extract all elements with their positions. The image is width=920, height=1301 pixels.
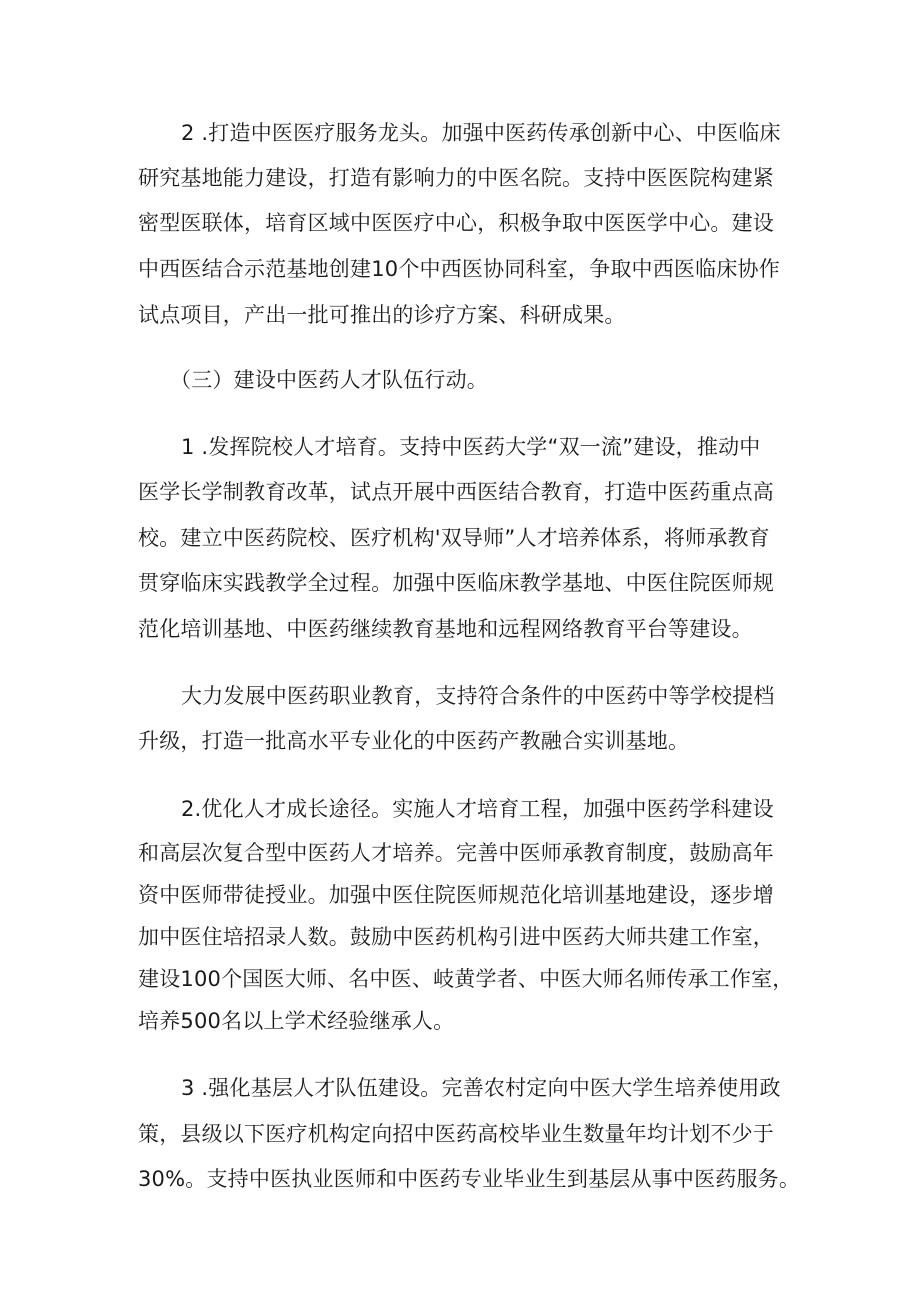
paragraph-line: 中西医结合示范基地创建10个中西医协同科室，争取中西医临床协作 bbox=[138, 257, 780, 281]
paragraph-line: 和高层次复合型中医药人才培养。完善中医师承教育制度，鼓励高年 bbox=[138, 841, 774, 865]
paragraph-line: 2 .打造中医医疗服务龙头。加强中医药传承创新中心、中医临床 bbox=[181, 121, 781, 145]
paragraph-line: 贯穿临床实践教学全过程。加强中医临床教学基地、中医住院医师规 bbox=[138, 571, 774, 595]
paragraph-line: 2.优化人才成长途径。实施人才培育工程，加强中医药学科建设 bbox=[181, 797, 774, 821]
paragraph-line: 校。建立中医药院校、医疗机构'双导师”人才培养体系，将师承教育 bbox=[138, 526, 770, 550]
paragraph-line: 大力发展中医药职业教育，支持符合条件的中医药中等学校提档 bbox=[181, 684, 775, 708]
paragraph-line: 研究基地能力建设，打造有影响力的中医名院。支持中医医院构建紧 bbox=[138, 166, 774, 190]
paragraph-line: 医学长学制教育改革，试点开展中西医结合教育，打造中医药重点高 bbox=[138, 480, 774, 504]
paragraph-line: 建设100个国医大师、名中医、岐黄学者、中医大师名师传承工作室， bbox=[138, 967, 794, 991]
paragraph-line: 密型医联体，培育区域中医医疗中心，积极争取中医医学中心。建设 bbox=[138, 211, 774, 235]
paragraph-line: 试点项目，产出一批可推出的诊疗方案、科研成果。 bbox=[138, 303, 626, 327]
paragraph-line: 30%。支持中医执业医师和中医药专业毕业生到基层从事中医药服务。 bbox=[138, 1167, 801, 1191]
paragraph-line: 培养500名以上学术经验继承人。 bbox=[138, 1009, 455, 1033]
paragraph-line: 升级，打造一批高水平专业化的中医药产教融合实训基地。 bbox=[138, 729, 690, 753]
paragraph-line: 3 .强化基层人才队伍建设。完善农村定向中医大学生培养使用政 bbox=[181, 1076, 781, 1100]
paragraph-line: 资中医师带徒授业。加强中医住院医师规范化培训基地建设，逐步增 bbox=[138, 883, 774, 907]
paragraph-line: 策，县级以下医疗机构定向招中医药高校毕业生数量年均计划不少于 bbox=[138, 1122, 774, 1146]
paragraph-line: 加中医住培招录人数。鼓励中医药机构引进中医药大师共建工作室， bbox=[138, 925, 774, 949]
paragraph-line: 1 .发挥院校人才培育。支持中医药大学“双一流”建设，推动中 bbox=[181, 435, 761, 459]
section-heading: （三）建设中医药人才队伍行动。 bbox=[170, 368, 488, 392]
paragraph-line: 范化培训基地、中医药继续教育基地和远程网络教育平台等建设。 bbox=[138, 617, 753, 641]
